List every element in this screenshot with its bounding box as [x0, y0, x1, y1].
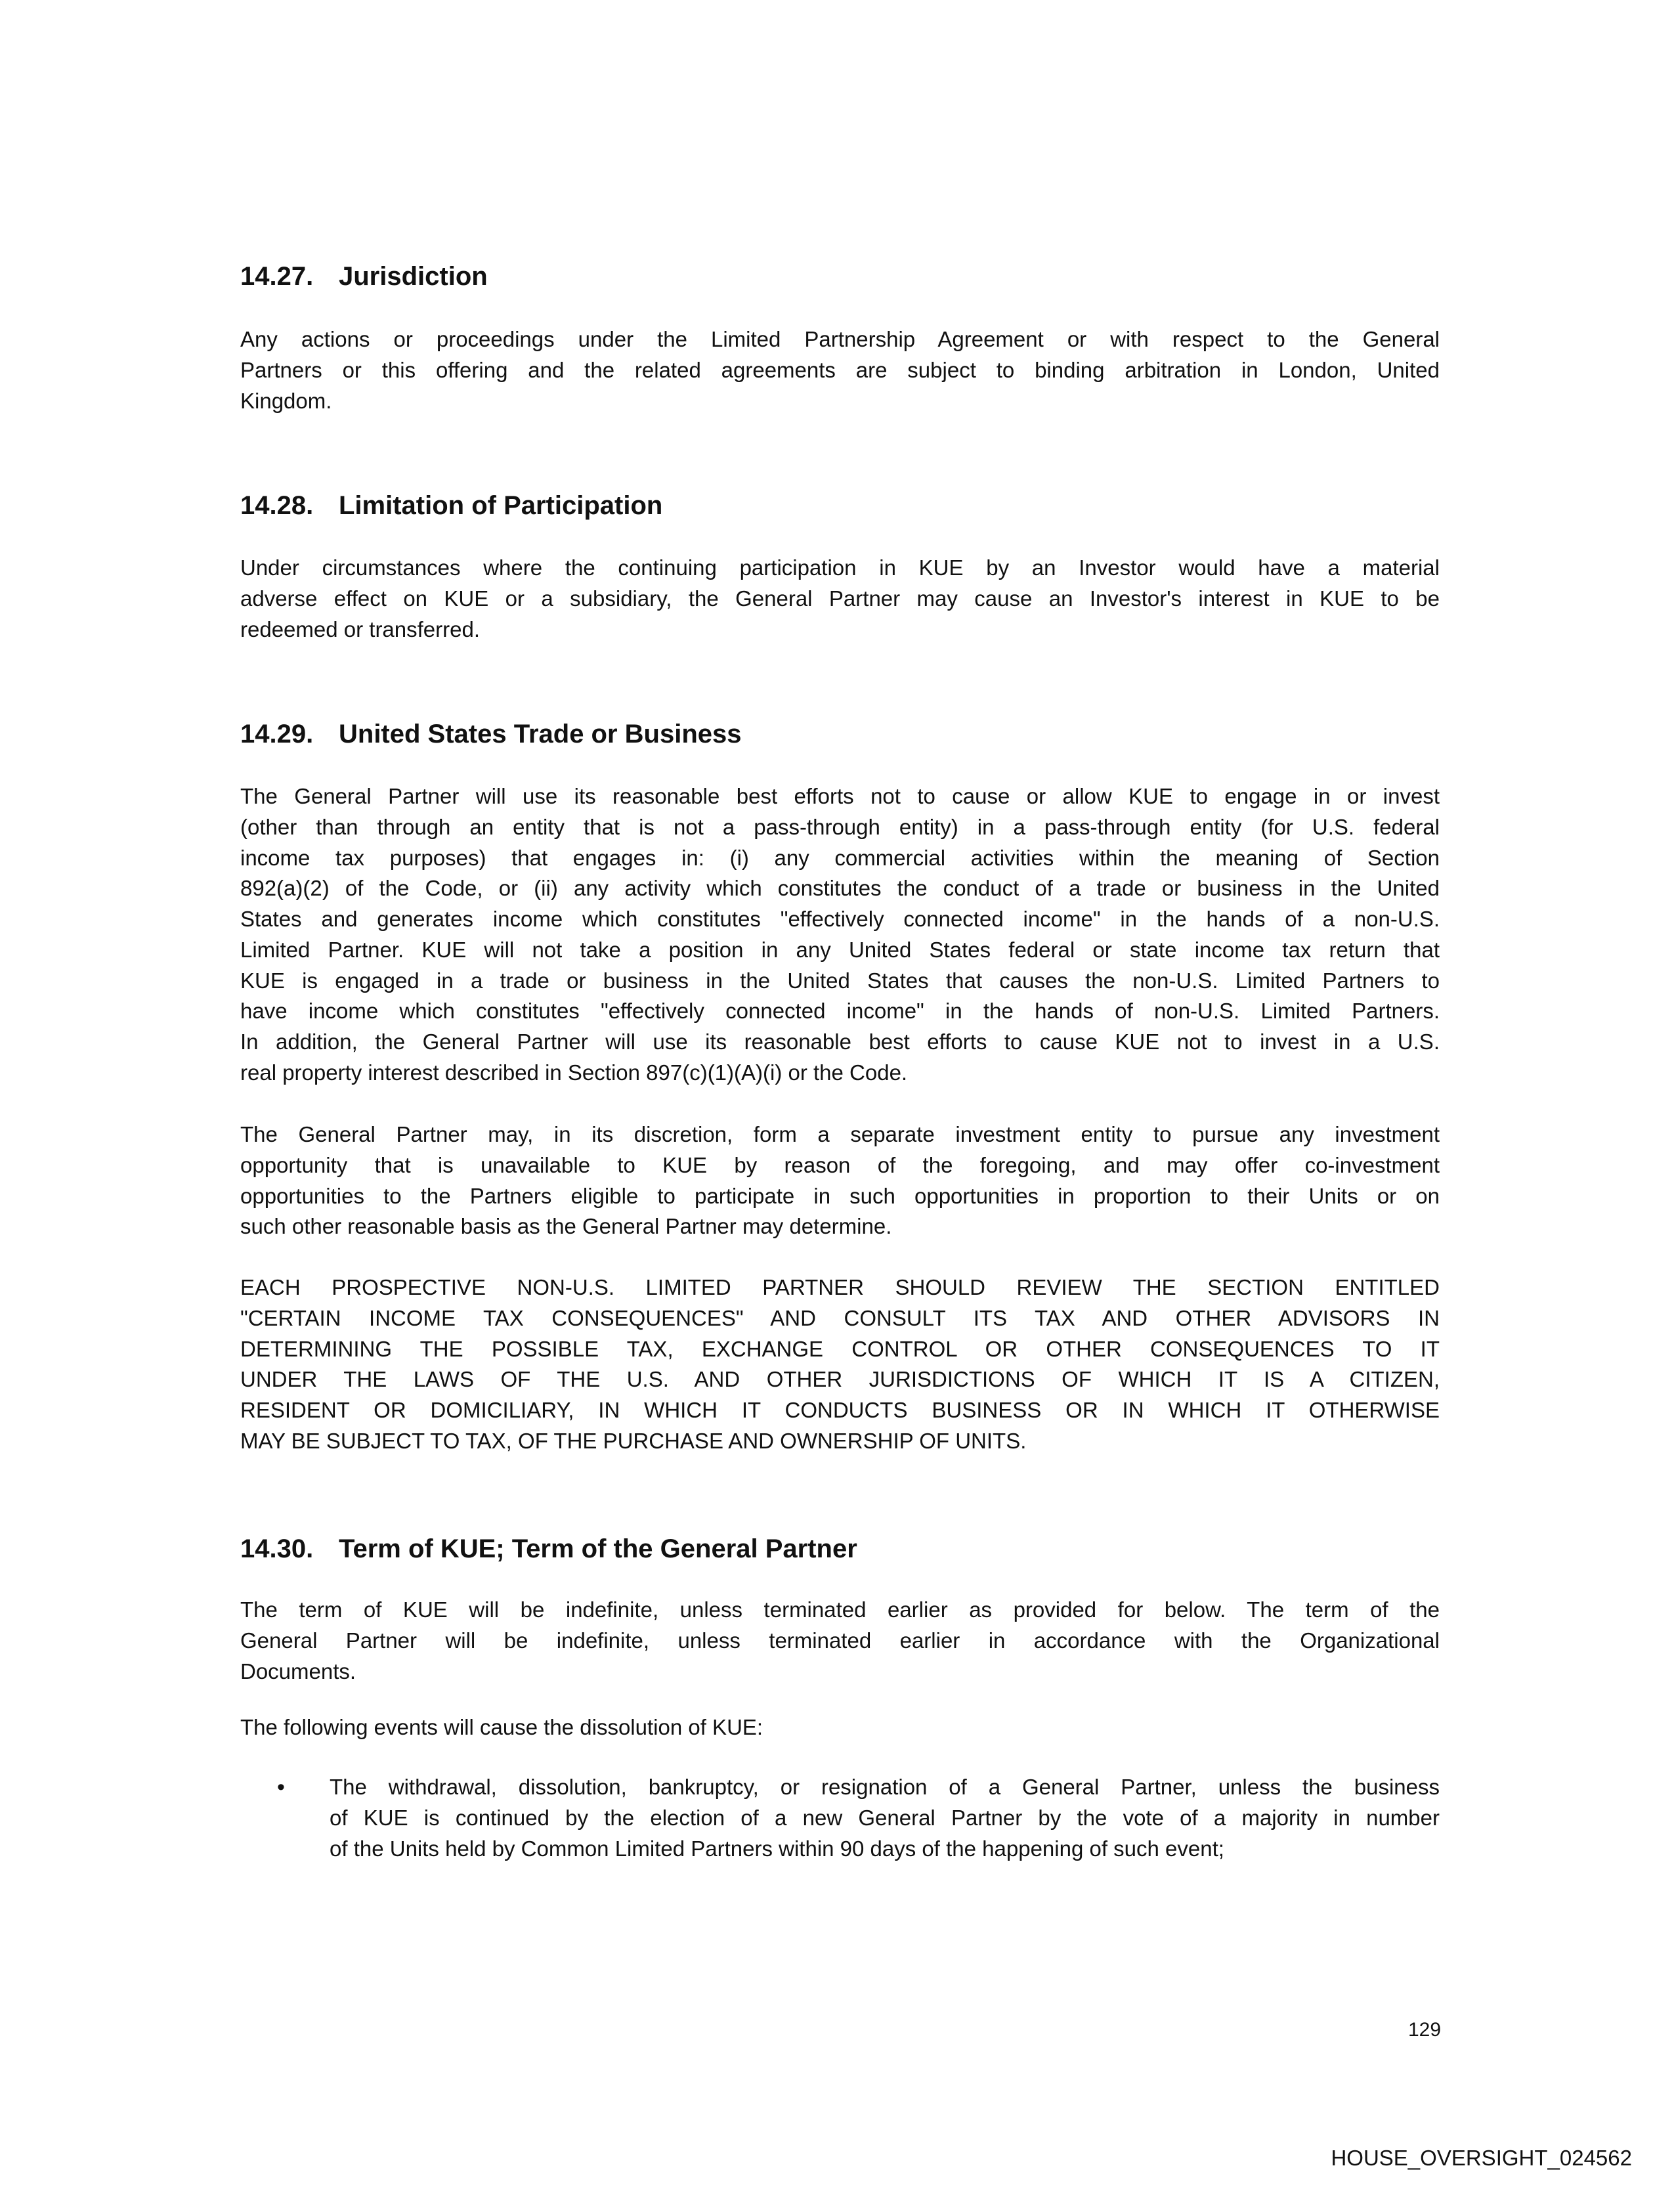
text-line: Any actions or proceedings under the Limited Partnership Agreement or with respect to the General [240, 327, 1440, 351]
text-line: KUE is engaged in a trade or business in the United States that causes the non-U.S. Limited Partners to [240, 968, 1440, 993]
text-line: EACH PROSPECTIVE NON-U.S. LIMITED PARTNER SHOULD REVIEW THE SECTION ENTITLED [240, 1275, 1440, 1299]
text-line: such other reasonable basis as the General Partner may determine. [240, 1214, 892, 1239]
text-line: Limited Partner. KUE will not take a position in any United States federal or state income tax return that [240, 937, 1440, 962]
text-line: The withdrawal, dissolution, bankruptcy, or resignation of a General Partner, unless the business [330, 1775, 1440, 1799]
text-line: DETERMINING THE POSSIBLE TAX, EXCHANGE CONTROL OR OTHER CONSEQUENCES TO IT [240, 1336, 1440, 1361]
bullet-icon: • [277, 1775, 285, 1800]
text-line: have income which constitutes "effectively connected income" in the hands of non-U.S. Limited Partners. [240, 999, 1440, 1024]
paragraph-notice-caps [240, 1272, 1440, 1457]
text-line: The following events will cause the dissolution of KUE: [240, 1715, 763, 1739]
text-line: 892(a)(2) of the Code, or (ii) any activity which constitutes the conduct of a trade or business in the United [240, 876, 1440, 901]
text-line: UNDER THE LAWS OF THE U.S. AND OTHER JURISDICTIONS OF WHICH IT IS A CITIZEN, [240, 1367, 1440, 1392]
paragraph-trade-business [240, 781, 1440, 1089]
bates-stamp: HOUSE_OVERSIGHT_024562 [1331, 2146, 1632, 2170]
section-number: 14.28. [240, 491, 314, 520]
section-number: 14.29. [240, 720, 314, 748]
text-line: opportunities to the Partners eligible to participate in such opportunities in proportion to their Units or on [240, 1183, 1440, 1208]
text-line: The General Partner will use its reasonable best efforts not to cause or allow KUE to engage in or invest [240, 784, 1440, 808]
text-line: opportunity that is unavailable to KUE by reason of the foregoing, and may offer co-investment [240, 1152, 1440, 1177]
text-line: States and generates income which constitutes "effectively connected income" in the hands of a non-U.S. [240, 907, 1440, 931]
section-heading-14-27 [240, 261, 488, 292]
text-line: (other than through an entity that is not a pass-through entity) in a pass-through entity (for U.S. federal [240, 814, 1440, 839]
section-title: Limitation of Participation [339, 491, 663, 520]
text-line: General Partner will be indefinite, unless terminated earlier in accordance with the Organizational [240, 1628, 1440, 1653]
page-number: 129 [1408, 2019, 1442, 2041]
text-line: Under circumstances where the continuing participation in KUE by an Investor would have a material [240, 555, 1440, 580]
text-line: The term of KUE will be indefinite, unless terminated earlier as provided for below. The term of the [240, 1597, 1440, 1622]
section-title: Jurisdiction [339, 262, 488, 291]
bullet-item-withdrawal [330, 1772, 1440, 1864]
text-line: The General Partner may, in its discretion, form a separate investment entity to pursue any investment [240, 1122, 1440, 1146]
text-line: MAY BE SUBJECT TO TAX, OF THE PURCHASE AND OWNERSHIP OF UNITS. [240, 1428, 1027, 1453]
section-heading-14-30 [240, 1533, 857, 1565]
text-line: Kingdom. [240, 388, 332, 413]
text-line: Partners or this offering and the related agreements are subject to binding arbitration in London, United [240, 357, 1440, 382]
paragraph-term [240, 1595, 1440, 1687]
text-line: Documents. [240, 1659, 356, 1683]
section-heading-14-28 [240, 490, 662, 521]
section-title: United States Trade or Business [339, 720, 742, 748]
text-line: "CERTAIN INCOME TAX CONSEQUENCES" AND CONSULT ITS TAX AND OTHER ADVISORS IN [240, 1305, 1440, 1330]
text-line: income tax purposes) that engages in: (i) any commercial activities within the meaning of Section [240, 845, 1440, 870]
section-title: Term of KUE; Term of the General Partner [339, 1534, 857, 1563]
paragraph-dissolution-intro [240, 1712, 1440, 1743]
text-line: of KUE is continued by the election of a new General Partner by the vote of a majority in number [330, 1805, 1440, 1830]
text-line: redeemed or transferred. [240, 617, 481, 641]
text-line: adverse effect on KUE or a subsidiary, the General Partner may cause an Investor's interest in KUE to be [240, 586, 1440, 611]
paragraph-separate-entity [240, 1119, 1440, 1242]
text-line: real property interest described in Section 897(c)(1)(A)(i) or the Code. [240, 1060, 908, 1085]
text-line: In addition, the General Partner will use its reasonable best efforts to cause KUE not to invest in a U.S. [240, 1030, 1440, 1054]
section-number: 14.30. [240, 1534, 314, 1563]
paragraph-jurisdiction [240, 324, 1440, 416]
text-line: RESIDENT OR DOMICILIARY, IN WHICH IT CONDUCTS BUSINESS OR IN WHICH IT OTHERWISE [240, 1398, 1440, 1422]
paragraph-limitation [240, 553, 1440, 645]
text-line: of the Units held by Common Limited Partners within 90 days of the happening of such event; [330, 1836, 1224, 1861]
section-number: 14.27. [240, 262, 314, 291]
section-heading-14-29 [240, 718, 742, 750]
